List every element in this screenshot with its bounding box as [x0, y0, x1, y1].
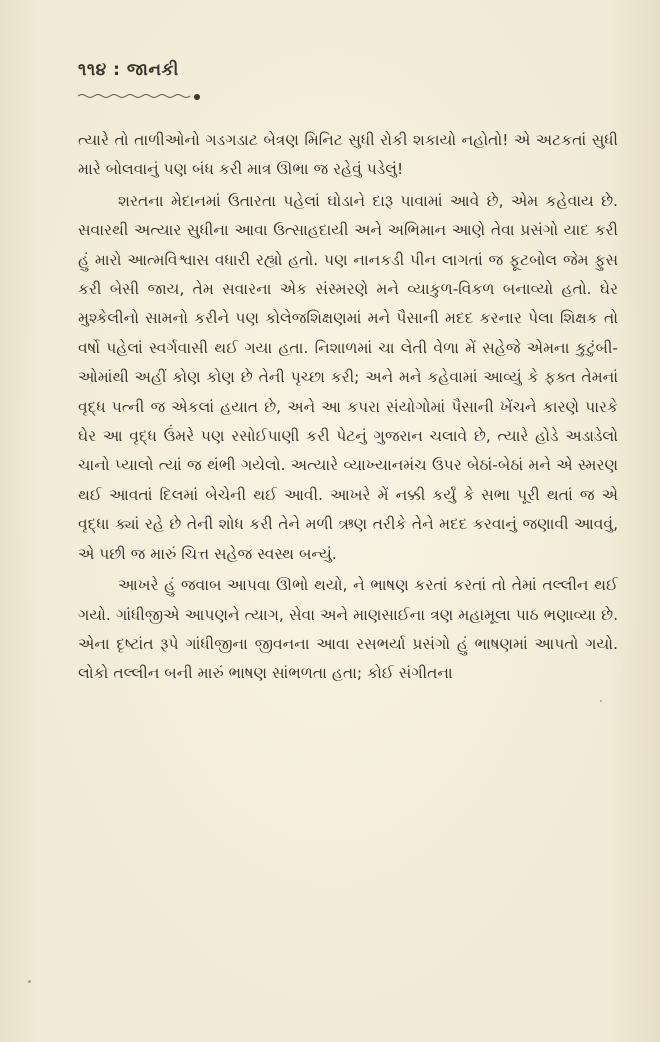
running-head: ૧૧૪ : જાનકી	[78, 60, 179, 80]
body-text	[78, 126, 618, 689]
head-ornament-rule	[78, 92, 202, 100]
paragraph-2: શરતના મેદાનમાં ઉતારતા પહેલાં ઘોડાને દારૂ પાવામાં આવે છે, એમ કહેવાય છે. સવારથી અત્યાર સુધીના આવા ઉત્સાહદાયી અને અભિમાન આણે તેવા પ્રસંગો યાદ કરી હું મારો આત્મવિશ્વાસ વધારી રહ્યો હતો. પણ નાનકડી પીન લાગતાં જ ફૂટબોલ જેમ ફુસ કરી બેસી જાય, તેમ સવારના એક સંસ્મરણે મને વ્યાકુળ-વિકળ બનાવ્યો હતો. ઘેર મુશ્કેલીનો સામનો કરીને પણ કોલેજશિક્ષણમાં મને પૈસાની મદદ કરનાર પેલા શિક્ષક તો વર્ષો પહેલાં સ્વર્ગવાસી થઈ ગયા હતા. નિશાળમાં ચા લેતી વેળા મેં સહેજે એમના કુટુંબી-ઓમાંથી અહીં કોણ કોણ છે તેની પૃચ્છા કરી; અને મને કહેવામાં આવ્યું કે ફક્ત તેમનાં વૃદ્ધ પત્ની જ એકલાં હયાત છે, અને આ કપરા સંયોગોમાં પૈસાની ખેંચને કારણે પારકે ઘેર આ વૃદ્ધ ઉંમરે પણ રસોઈપાણી કરી પેટનું ગુજરાન ચલાવે છે, ત્યારે હોડે અડાડેલો ચાનો પ્યાલો ત્યાં જ થંભી ગયેલો. અત્યારે વ્યાખ્યાનમંચ ઉપર બેઠાં-બેઠાં મને એ સ્મરણ થઈ આવતાં દિલમાં બેચેની થઈ આવી. આખરે મેં નક્કી કર્યું કે સભા પૂરી થતાં જ એ વૃદ્ધા ક્યાં રહે છે તેની શોધ કરી તેને મળી ઋણ તરીકે તેને મદદ કરવાનું જણાવી આવવું, એ પછી જ મારું ચિત્ત સહેજ સ્વસ્થ બન્યું.	[78, 191, 618, 563]
paragraph-3: આખરે હું જવાબ આપવા ઊભો થયો, ને ભાષણ કરતાં કરતાં તો તેમાં તલ્લીન થઈ ગયો. ગાંધીજીએ આપણને ત્યાગ, સેવા અને માણસાઈના ત્રણ મહામૂલા પાઠ ભણાવ્યા છે. એના દૃષ્ટાંત રૂપે ગાંધીજીના જીવનના આવા રસભર્યા પ્રસંગો હું ભાષણમાં આપતો ગયો. લોકો તલ્લીન બની મારું ભાષણ સાંભળતા હતા; કોઈ સંગીતના	[78, 576, 618, 683]
paper-speck	[28, 980, 31, 983]
paragraph-1: ત્યારે તો તાળીઓનો ગડગડાટ બેત્રણ મિનિટ સુધી રોકી શકાયો નહોતો! એ અટકતાં સુધી મારે બોલવાનું પણ બંધ કરી માત્ર ઊભા જ રહેવું પડેલું!	[78, 131, 618, 179]
paper-speck	[600, 700, 602, 702]
